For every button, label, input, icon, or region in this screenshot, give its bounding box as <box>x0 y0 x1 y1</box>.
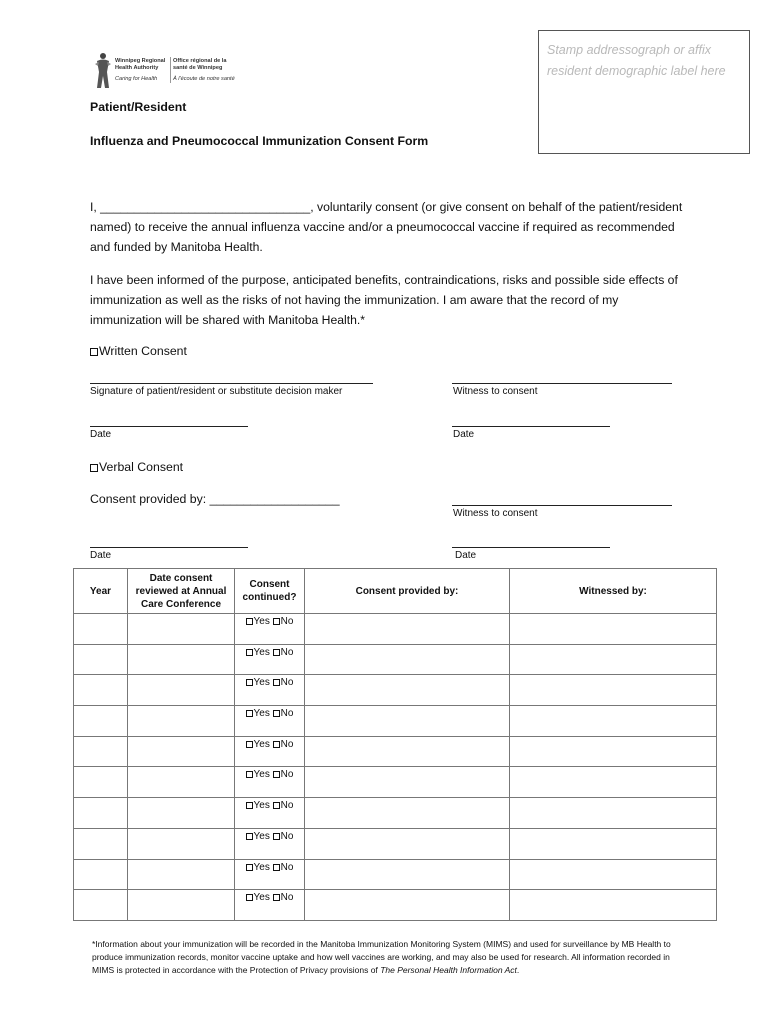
consent-provided-by-cell[interactable] <box>305 859 510 890</box>
logo-divider <box>170 57 171 83</box>
witnessed-by-cell[interactable] <box>510 675 717 706</box>
witnessed-by-cell[interactable] <box>510 890 717 921</box>
yes-checkbox[interactable] <box>246 894 253 901</box>
yes-label: Yes <box>253 892 270 904</box>
written-date-label-left: Date <box>90 429 112 440</box>
consent-provided-by-field[interactable]: Consent provided by: ___________________ <box>90 492 340 506</box>
consent-continued-cell[interactable] <box>235 644 305 675</box>
logo-line1-en: Winnipeg Regional <box>115 58 166 64</box>
yes-label: Yes <box>253 616 270 627</box>
written-consent-checkbox[interactable] <box>90 348 98 356</box>
yes-checkbox[interactable] <box>246 864 253 871</box>
yes-checkbox[interactable] <box>246 802 253 809</box>
date-reviewed-cell[interactable] <box>128 644 235 675</box>
no-checkbox[interactable] <box>273 894 280 901</box>
no-label: No <box>280 677 294 689</box>
logo-tagline-fr: À l'écoute de notre santé <box>173 76 235 82</box>
table-row <box>74 767 717 798</box>
footnote-end: . <box>516 965 520 975</box>
no-label: No <box>280 830 294 842</box>
verbal-consent-option[interactable] <box>90 460 183 474</box>
table-row <box>74 614 717 645</box>
year-cell[interactable] <box>74 736 128 767</box>
consent-continued-cell[interactable] <box>235 890 305 921</box>
witnessed-by-cell[interactable] <box>510 736 717 767</box>
yes-label: Yes <box>253 861 270 873</box>
year-cell[interactable] <box>74 675 128 706</box>
no-checkbox[interactable] <box>273 833 280 840</box>
yes-checkbox[interactable] <box>246 833 253 840</box>
year-cell[interactable] <box>74 798 128 829</box>
logo-line1-fr: Office régional de la <box>173 58 227 64</box>
no-label: No <box>280 708 294 720</box>
no-label: No <box>280 738 294 750</box>
annual-review-table <box>73 568 717 921</box>
yes-checkbox[interactable] <box>246 710 253 717</box>
year-cell[interactable] <box>74 614 128 645</box>
stamp-instructions: Stamp addressograph or affix resident demographic label here <box>547 43 726 78</box>
yes-checkbox[interactable] <box>246 741 253 748</box>
no-checkbox[interactable] <box>273 618 280 625</box>
date-reviewed-cell[interactable] <box>128 890 235 921</box>
verbal-date-line-left[interactable] <box>90 547 248 548</box>
no-checkbox[interactable] <box>273 864 280 871</box>
consent-provided-by-cell[interactable] <box>305 890 510 921</box>
table-row <box>74 644 717 675</box>
consent-continued-cell[interactable] <box>235 614 305 645</box>
verbal-consent-checkbox[interactable] <box>90 464 98 472</box>
consent-provided-by-cell[interactable] <box>305 675 510 706</box>
no-label: No <box>280 800 294 812</box>
verbal-witness-line[interactable] <box>452 505 672 506</box>
logo-line2-en: Health Authority <box>115 65 159 71</box>
yes-label: Yes <box>253 830 270 842</box>
no-checkbox[interactable] <box>273 802 280 809</box>
date-reviewed-cell[interactable] <box>128 798 235 829</box>
table-row <box>74 798 717 829</box>
date-reviewed-cell[interactable] <box>128 706 235 737</box>
no-label: No <box>280 861 294 873</box>
verbal-date-line-right[interactable] <box>452 547 610 548</box>
written-date-line-right[interactable] <box>452 426 610 427</box>
yes-checkbox[interactable] <box>246 771 253 778</box>
date-reviewed-cell[interactable] <box>128 736 235 767</box>
wrha-figure-icon <box>93 52 113 90</box>
consent-continued-cell[interactable] <box>235 706 305 737</box>
date-reviewed-cell[interactable] <box>128 828 235 859</box>
no-checkbox[interactable] <box>273 741 280 748</box>
footnote <box>92 938 692 977</box>
witnessed-by-cell[interactable] <box>510 828 717 859</box>
table-row <box>74 828 717 859</box>
act-name: The Personal Health Information Act <box>380 965 517 975</box>
consent-provided-by-cell[interactable] <box>305 706 510 737</box>
written-consent-label: Written Consent <box>99 344 187 358</box>
yes-label: Yes <box>253 800 270 812</box>
verbal-date-label-right: Date <box>455 550 477 561</box>
witnessed-by-cell[interactable] <box>510 706 717 737</box>
year-cell[interactable] <box>74 706 128 737</box>
header-consent-continued: Consent continued? <box>235 569 305 614</box>
year-cell[interactable] <box>74 859 128 890</box>
witnessed-by-cell[interactable] <box>510 767 717 798</box>
signature-line[interactable] <box>90 383 373 384</box>
table-header-row <box>74 569 717 614</box>
witnessed-by-cell[interactable] <box>510 798 717 829</box>
table-row <box>74 890 717 921</box>
header-year: Year <box>74 569 128 614</box>
verbal-date-label-left: Date <box>90 550 112 561</box>
consent-provided-by-cell[interactable] <box>305 736 510 767</box>
table-row <box>74 675 717 706</box>
written-date-line-left[interactable] <box>90 426 248 427</box>
patient-resident-heading: Patient/Resident <box>90 100 187 114</box>
logo-line2-fr: santé de Winnipeg <box>173 65 223 71</box>
consent-paragraph: I, _______________________________, voluntarily consent (or give consent on behalf of the patient/resident named) to receive the annual influenza vaccine and/or a pneumococcal vaccine if required as recommended and funded by Manitoba Health. <box>90 200 683 254</box>
consent-provided-by-cell[interactable] <box>305 798 510 829</box>
yes-label: Yes <box>253 769 270 781</box>
written-consent-option[interactable] <box>90 344 187 358</box>
date-reviewed-cell[interactable] <box>128 675 235 706</box>
table-row <box>74 706 717 737</box>
wrha-logo <box>93 52 243 92</box>
logo-tagline-en: Caring for Health <box>115 76 158 82</box>
consent-provided-by-cell[interactable] <box>305 644 510 675</box>
consent-provided-by-cell[interactable] <box>305 828 510 859</box>
header-consent-provided-by: Consent provided by: <box>305 569 510 614</box>
no-label: No <box>280 616 294 627</box>
no-checkbox[interactable] <box>273 771 280 778</box>
signature-label: Signature of patient/resident or substitute decision maker <box>90 386 343 397</box>
table-row <box>74 859 717 890</box>
footnote-text: *Information about your immunization will be recorded in the Manitoba Immunization Monitoring System (MIMS) and used for surveillance by MB Health to produce immunization records, monitor vaccine uptake and how well vaccines are working, and may also be used for research. All information recorded in MIMS is protected in accordance with the Protection of Privacy provisions of <box>92 939 671 975</box>
consent-provided-by-cell[interactable] <box>305 614 510 645</box>
table-row <box>74 736 717 767</box>
yes-label: Yes <box>253 738 270 750</box>
consent-continued-cell[interactable] <box>235 675 305 706</box>
header-date-reviewed: Date consent reviewed at Annual Care Conference <box>128 569 235 614</box>
consent-continued-cell[interactable] <box>235 859 305 890</box>
stamp-box <box>538 30 750 154</box>
no-checkbox[interactable] <box>273 679 280 686</box>
yes-label: Yes <box>253 708 270 720</box>
witnessed-by-cell[interactable] <box>510 644 717 675</box>
year-cell[interactable] <box>74 890 128 921</box>
written-witness-label: Witness to consent <box>453 386 538 397</box>
yes-label: Yes <box>253 677 270 689</box>
witnessed-by-cell[interactable] <box>510 614 717 645</box>
yes-label: Yes <box>253 646 270 658</box>
header-witnessed-by: Witnessed by: <box>510 569 717 614</box>
year-cell[interactable] <box>74 644 128 675</box>
date-reviewed-cell[interactable] <box>128 767 235 798</box>
no-checkbox[interactable] <box>273 649 280 656</box>
year-cell[interactable] <box>74 767 128 798</box>
yes-checkbox[interactable] <box>246 618 253 625</box>
information-paragraph: I have been informed of the purpose, anticipated benefits, contraindications, risks and possible side effects of immunization as well as the risks of not having the immunization. I am aware that the record of my immunization will be shared with Manitoba Health.* <box>90 273 678 327</box>
no-label: No <box>280 646 294 658</box>
consent-continued-cell[interactable] <box>235 828 305 859</box>
consent-continued-cell[interactable] <box>235 798 305 829</box>
consent-continued-cell[interactable] <box>235 767 305 798</box>
consent-provided-by-cell[interactable] <box>305 767 510 798</box>
written-witness-line[interactable] <box>452 383 672 384</box>
date-reviewed-cell[interactable] <box>128 859 235 890</box>
year-cell[interactable] <box>74 828 128 859</box>
written-date-label-right: Date <box>453 429 475 440</box>
no-label: No <box>280 769 294 781</box>
yes-checkbox[interactable] <box>246 649 253 656</box>
date-reviewed-cell[interactable] <box>128 614 235 645</box>
consent-continued-cell[interactable] <box>235 736 305 767</box>
verbal-consent-label: Verbal Consent <box>99 460 184 474</box>
yes-checkbox[interactable] <box>246 679 253 686</box>
verbal-witness-label: Witness to consent <box>453 508 538 519</box>
form-title: Influenza and Pneumococcal Immunization Consent Form <box>90 134 429 148</box>
witnessed-by-cell[interactable] <box>510 859 717 890</box>
no-checkbox[interactable] <box>273 710 280 717</box>
no-label: No <box>280 892 294 904</box>
